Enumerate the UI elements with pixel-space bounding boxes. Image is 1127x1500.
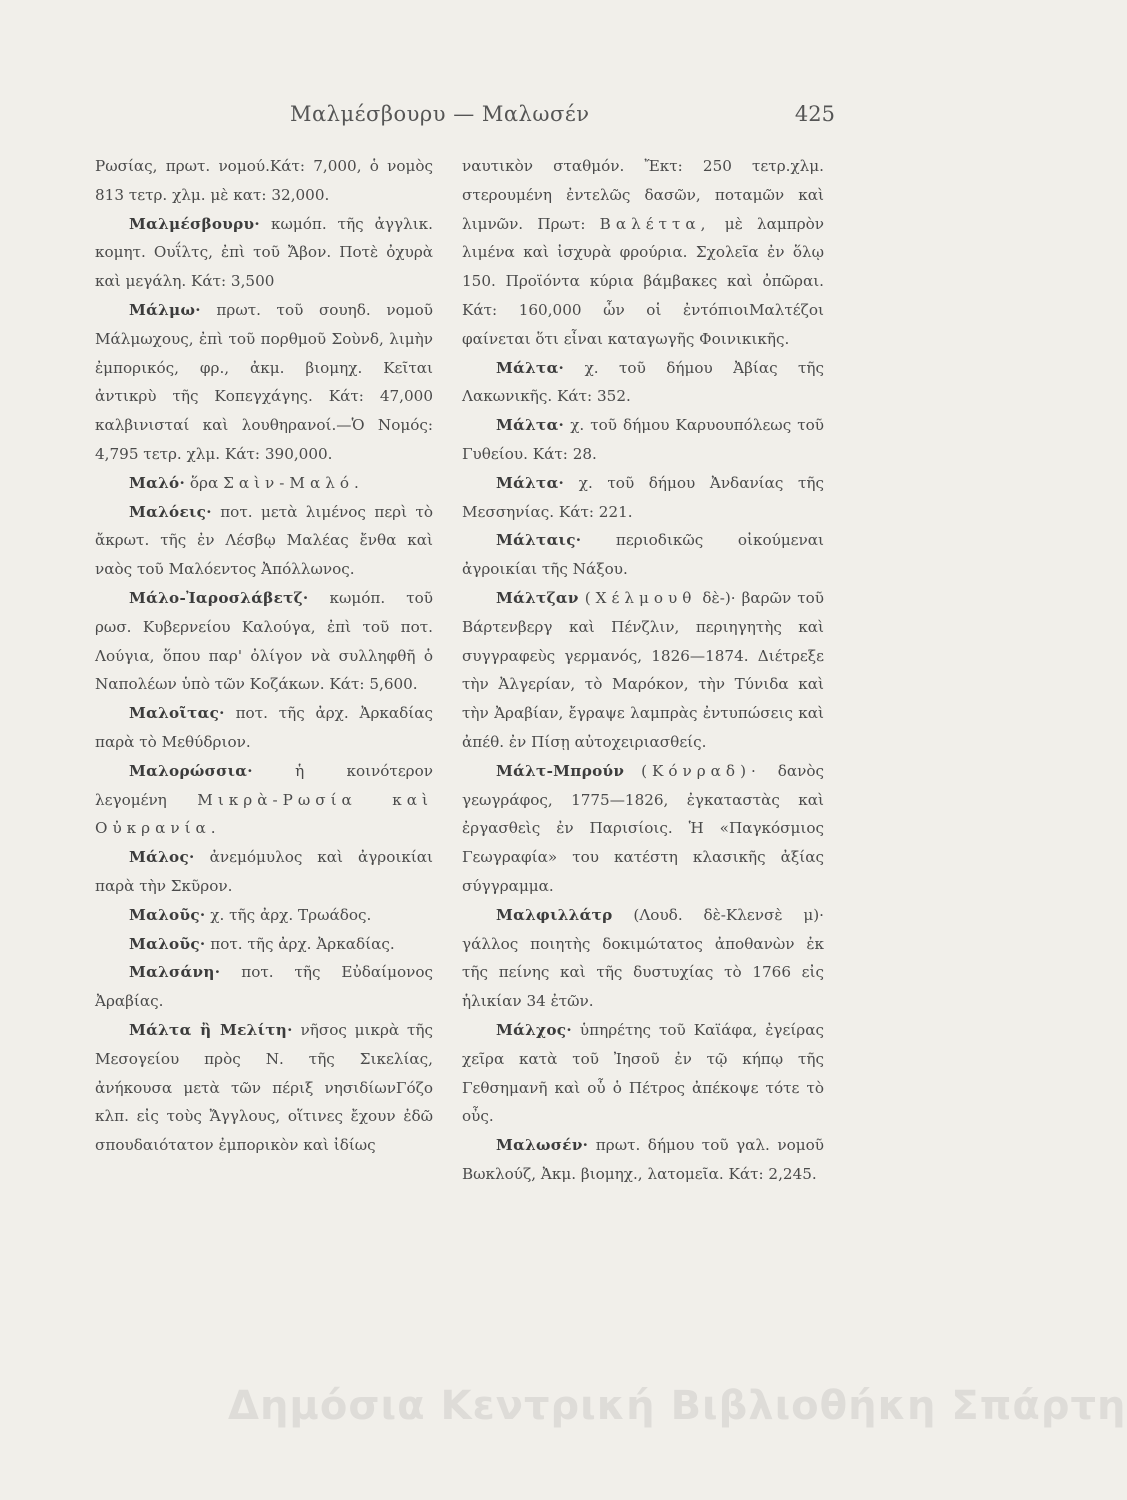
entry-headword: Μάλτζαν (496, 588, 579, 607)
dictionary-entry (462, 1131, 824, 1189)
entry-text: δανὸς γεωγράφος, 1775—1826, ἐγκαταστὰς καὶ ἐργασθεὶς ἐν Παρισίοις. Ἡ «Παγκόσμιος Γεωγραφία» του κατέστη κλασικῆς ἀξίας σύγγραμμα. (462, 761, 824, 895)
entry-text: ποτ. τῆς Εὐδαίμονος Ἀραβίας. (95, 963, 433, 1011)
page-number: 425 (794, 102, 835, 126)
entry-headword: Μαλμέσβουρυ· (129, 214, 260, 233)
right-column (462, 152, 824, 1189)
dictionary-entry (95, 498, 433, 584)
page-header (280, 102, 835, 142)
entry-text: ἡ κοινότερον λεγομένη (95, 761, 433, 809)
dictionary-entry (462, 901, 824, 1016)
entry-text: πρωτ. τοῦ σουηδ. νομοῦ Μάλμωχους, ἐπὶ τοῦ πορθμοῦ Σοὺνδ, λιμὴν ἐμπορικός, φρ., ἀκμ. βιομηχ. Κεῖται ἀντικρὺ τῆς Κοπεγχάγης. Κάτ: 47,000 καλβινισταί καὶ λουθηρανοί.—Ὁ Νομός: 4,795 τετρ. χλμ. Κάτ: 390,000. (95, 300, 433, 463)
entry-headword: Μαλωσέν· (496, 1136, 589, 1155)
entry-text: χ. τοῦ δήμου Ἀνδανίας τῆς Μεσσηνίας. Κάτ: 221. (462, 473, 825, 521)
dictionary-entry (95, 901, 433, 930)
dictionary-entry (462, 526, 824, 584)
entry-text: νῆσος μικρὰ τῆς Μεσογείου πρὸς Ν. τῆς Σικελίας, ἀνήκουσα μετὰ τῶν πέριξ νησιδίωνΓόζο κλπ. εἰς τοὺς Ἄγγλους, οἵτινες ἔχουν ἐδῶ σπουδαιότατον ἐμπορικὸν καὶ ἰδίως (95, 1020, 434, 1155)
dictionary-entry (95, 958, 433, 1016)
entry-text: μὲ λαμπρὸν λιμένα καὶ ἰσχυρὰ φρούρια. Σχολεῖα ἐν ὅλῳ 150. Προϊόντα κύρια βάμβακες καὶ ὀπῶραι. Κάτ: 160,000 ὧν οἱ ἐντόπιοιΜαλτέζοι φαίνεται ὅτι εἶναι καταγωγῆς Φοινικικῆς. (462, 214, 825, 348)
dictionary-entry (95, 469, 433, 498)
entry-headword: Μαλοῦς· (129, 905, 206, 924)
dictionary-entry (462, 152, 824, 354)
library-watermark: Δημόσια Κεντρική Βιβλιοθήκη Σπάρτη (228, 1383, 1127, 1429)
entry-text: (Λουδ. δὲ-Κλενσὲ μ)· γάλλος ποιητὴς δοκιμώτατος ἀποθανὼν ἐκ τῆς πείνης καὶ τῆς δυστυχίας τὸ 1766 εἰς ἡλικίαν 34 ἐτῶν. (462, 905, 824, 1011)
entry-headword: Μαλορώσσια· (129, 761, 253, 780)
dictionary-entry (95, 296, 433, 469)
entry-headword: Μάλμω· (129, 300, 201, 319)
entry-text: χ. τοῦ δήμου Ἀβίας τῆς Λακωνικῆς. Κάτ: 352. (462, 358, 824, 406)
entry-text: περιοδικῶς οἰκούμεναι ἀγροικίαι τῆς Νάξου. (462, 531, 824, 579)
dictionary-entry (95, 584, 433, 699)
dictionary-entry (95, 930, 433, 959)
entry-headword: Μάλτ-Μπρούν (496, 761, 625, 780)
dictionary-entry (462, 354, 824, 412)
entry-headword: Μάλχος· (496, 1020, 572, 1039)
entry-text: Ρωσίας, πρωτ. νομού.Κάτ: 7,000, ὁ νομὸς 813 τετρ. χλμ. μὲ κατ: 32,000. (95, 157, 433, 204)
entry-headword: Μαλό· (129, 473, 186, 492)
entry-text: δὲ-)· βαρῶν τοῦ Βάρτενβεργ καὶ Πένζλιν, περιηγητὴς καὶ συγγραφεὺς γερμανός, 1826—1874. Διέτρεξε τὴν Ἀλγερίαν, τὸ Μαρόκον, τὴν Τύνιδα καὶ τὴν Ἀραβίαν, ἔγραψε λαμπρὰς ἐντυπώσεις καὶ ἀπέθ. ἐν Πίσῃ αὐτοχειριασθείς. (462, 588, 825, 751)
dictionary-entry (95, 757, 433, 843)
entry-headword: Μάλο-Ἰαροσλάβετζ· (129, 588, 309, 607)
entry-spaced-text: (Κόνραδ)· (641, 761, 761, 780)
dictionary-entry (95, 699, 433, 757)
entry-text: κωμόπ. τοῦ ρωσ. Κυβερνείου Καλούγα, ἐπὶ τοῦ ποτ. Λούγια, ὅπου παρ' ὀλίγον νὰ συλληφθῆ ὁ Ναπολέων ὑπὸ τῶν Κοζάκων. Κάτ: 5,600. (95, 588, 433, 694)
entry-text: ποτ. τῆς ἀρχ. Ἀρκαδίας παρὰ τὸ Μεθύδριον. (95, 704, 433, 751)
entry-headword: Μαλσάνη· (129, 963, 221, 982)
dictionary-entry (95, 843, 433, 901)
dictionary-entry (462, 1016, 824, 1131)
entry-headword: Μάλτα· (496, 473, 565, 492)
entry-text: ἀνεμόμυλος καὶ ἀγροικίαι παρὰ τὴν Σκῦρον. (95, 848, 433, 895)
dictionary-entry (95, 210, 433, 296)
running-title: Μαλμέσβουρυ — Μαλωσέν (290, 102, 590, 126)
entry-text: ποτ. μετὰ λιμένος περὶ τὸ ἄκρωτ. τῆς ἐν Λέσβῳ Μαλέας ἔνθα καὶ ναὸς τοῦ Μαλόεντος Ἀπόλλωνος. (95, 502, 434, 579)
entry-headword: Μάλταις· (496, 531, 582, 550)
entry-headword: Μάλτα· (496, 358, 565, 377)
dictionary-entry (462, 411, 824, 469)
entry-headword: Μάλος· (129, 848, 195, 867)
dictionary-entry (462, 469, 824, 527)
left-column (95, 152, 433, 1160)
entry-spaced-text: (Χέλμουθ (584, 588, 697, 607)
dictionary-entry (462, 584, 824, 757)
entry-headword: Μαλοῖτας· (129, 704, 225, 723)
entry-headword: Μάλτα· (496, 416, 565, 435)
entry-text: πρωτ. δήμου τοῦ γαλ. νομοῦ Βωκλούζ, Ἀκμ. βιομηχ., λατομεῖα. Κάτ: 2,245. (462, 1136, 825, 1183)
dictionary-entry (95, 152, 433, 210)
dictionary-entry (462, 757, 824, 901)
entry-headword: Μαλφιλλάτρ (496, 905, 613, 924)
entry-headword: Μάλτα ἢ Μελίτη· (129, 1020, 293, 1039)
entry-text: χ. τῆς ἀρχ. Τρωάδος. (210, 905, 372, 924)
entry-text: κωμόπ. τῆς ἀγγλικ. κομητ. Ουΐλτς, ἐπὶ τοῦ Ἄβον. Ποτὲ ὀχυρὰ καὶ μεγάλη. Κάτ: 3,500 (95, 214, 433, 291)
dictionary-entry (95, 1016, 433, 1160)
entry-spaced-text: Βαλέττα, (599, 214, 711, 233)
entry-headword: Μαλόεις· (129, 502, 212, 521)
entry-spaced-text: Σαὶν-Μαλό. (223, 473, 364, 492)
entry-text: χ. τοῦ δήμου Καρυουπόλεως τοῦ Γυθείου. Κάτ: 28. (462, 416, 824, 463)
entry-text: ναυτικὸν σταθμόν. Ἔκτ: 250 τετρ.χλμ. στερουμένη ἐντελῶς δασῶν, ποταμῶν καὶ λιμνῶν. Πρωτ: (462, 157, 824, 233)
entry-spaced-text: Μικρὰ-Ρωσία καὶ Οὐκρανία. (95, 790, 433, 838)
entry-text: ὅρα (189, 473, 219, 492)
entry-text: ποτ. τῆς ἀρχ. Ἀρκαδίας. (210, 934, 395, 953)
entry-text: ὑπηρέτης τοῦ Καϊάφα, ἐγείρας χεῖρα κατὰ τοῦ Ἰησοῦ ἐν τῷ κήπῳ τῆς Γεθσημανῆ καὶ οὗ ὁ Πέτρος ἀπέκοψε τότε τὸ οὖς. (462, 1020, 824, 1126)
entry-headword: Μαλοῦς· (129, 934, 206, 953)
